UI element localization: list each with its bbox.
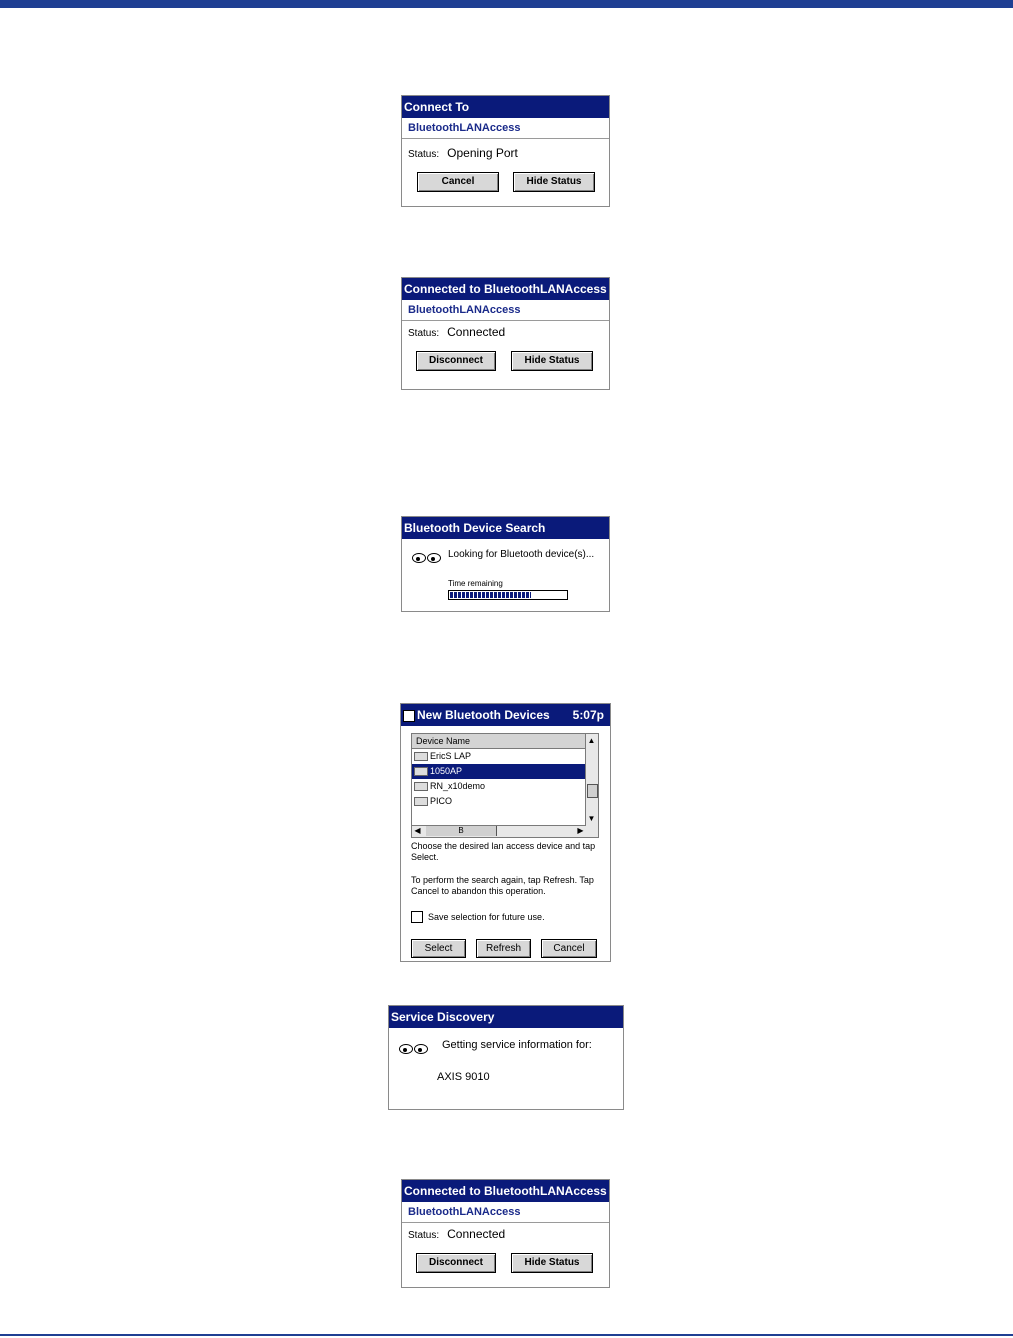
dialog-subtitle: BluetoothLANAccess [402, 1202, 609, 1223]
page-header-rule [0, 0, 1013, 8]
dialog-title-bar [401, 704, 610, 726]
new-devices-dialog [400, 703, 611, 962]
status-value: Opening Port [447, 146, 518, 160]
vertical-scrollbar[interactable] [585, 734, 598, 837]
search-progress-bar [448, 590, 568, 600]
device-search-dialog [401, 516, 610, 612]
status-label: Status: [408, 1230, 440, 1241]
dialog-subtitle: BluetoothLANAccess [402, 300, 609, 321]
status-value: Connected [447, 1227, 506, 1241]
device-name: 1050AP [430, 766, 463, 776]
page-footer-rule [0, 1334, 1013, 1336]
disconnect-button[interactable]: Disconnect [416, 351, 496, 371]
status-row [408, 1227, 505, 1241]
device-name: PICO [430, 796, 453, 806]
dialog-subtitle: BluetoothLANAccess [402, 118, 609, 139]
instructions-refresh: To perform the search again, tap Refresh. Tap Cancel to abandon this operation. [411, 875, 594, 896]
scroll-left-icon[interactable]: ◀ [414, 826, 421, 835]
service-device-name: AXIS 9010 [437, 1071, 490, 1083]
hide-status-button[interactable]: Hide Status [513, 172, 595, 192]
device-name: EricS LAP [430, 751, 472, 761]
hide-status-button[interactable]: Hide Status [511, 1253, 593, 1273]
dialog-title: Service Discovery [389, 1006, 623, 1028]
search-message: Looking for Bluetooth device(s)... [448, 549, 595, 560]
dialog-title: Connected to BluetoothLANAccess [402, 1180, 609, 1202]
scroll-up-icon[interactable]: ▲ [587, 736, 596, 745]
status-label: Status: [408, 328, 440, 339]
service-discovery-dialog [388, 1005, 624, 1110]
device-list-item[interactable] [412, 749, 586, 764]
connected-dialog [401, 277, 610, 390]
hscroll-thumb[interactable]: B [426, 826, 497, 836]
start-menu-icon[interactable] [403, 710, 415, 722]
select-button[interactable]: Select [411, 939, 466, 958]
device-list[interactable] [411, 733, 599, 838]
dialog-title: Connected to BluetoothLANAccess [402, 278, 609, 300]
cancel-button[interactable]: Cancel [541, 939, 597, 958]
service-message: Getting service information for: [442, 1039, 592, 1051]
computer-icon [414, 767, 428, 776]
connected-dialog-2 [401, 1179, 610, 1288]
status-row [408, 325, 505, 339]
scroll-thumb[interactable] [587, 784, 598, 798]
horizontal-scrollbar[interactable] [412, 825, 586, 837]
dialog-title: New Bluetooth Devices [417, 708, 550, 722]
device-list-item[interactable] [412, 794, 586, 809]
refresh-button[interactable]: Refresh [476, 939, 531, 958]
progress-fill [450, 592, 531, 598]
column-header-device-name[interactable]: Device Name [412, 734, 586, 749]
status-label: Status: [408, 149, 440, 160]
device-name: RN_x10demo [430, 781, 486, 791]
computer-icon [414, 752, 428, 761]
scroll-down-icon[interactable]: ▼ [587, 814, 596, 823]
instructions-select: Choose the desired lan access device and tap Select. [411, 841, 596, 862]
computer-icon [414, 797, 428, 806]
connect-to-dialog [401, 95, 610, 207]
save-selection-checkbox[interactable] [411, 911, 423, 923]
time-remaining-label: Time remaining [448, 579, 503, 588]
device-list-item[interactable] [412, 779, 586, 794]
save-selection-label: Save selection for future use. [428, 912, 545, 922]
status-row [408, 146, 518, 160]
status-value: Connected [447, 325, 506, 339]
dialog-title: Bluetooth Device Search [402, 517, 609, 539]
device-list-item[interactable] [412, 764, 586, 779]
hide-status-button[interactable]: Hide Status [511, 351, 593, 371]
dialog-title: Connect To [402, 96, 609, 118]
cancel-button[interactable]: Cancel [417, 172, 499, 192]
scroll-right-icon[interactable]: ▶ [577, 826, 584, 835]
disconnect-button[interactable]: Disconnect [416, 1253, 496, 1273]
computer-icon [414, 782, 428, 791]
clock: 5:07p [572, 708, 604, 722]
